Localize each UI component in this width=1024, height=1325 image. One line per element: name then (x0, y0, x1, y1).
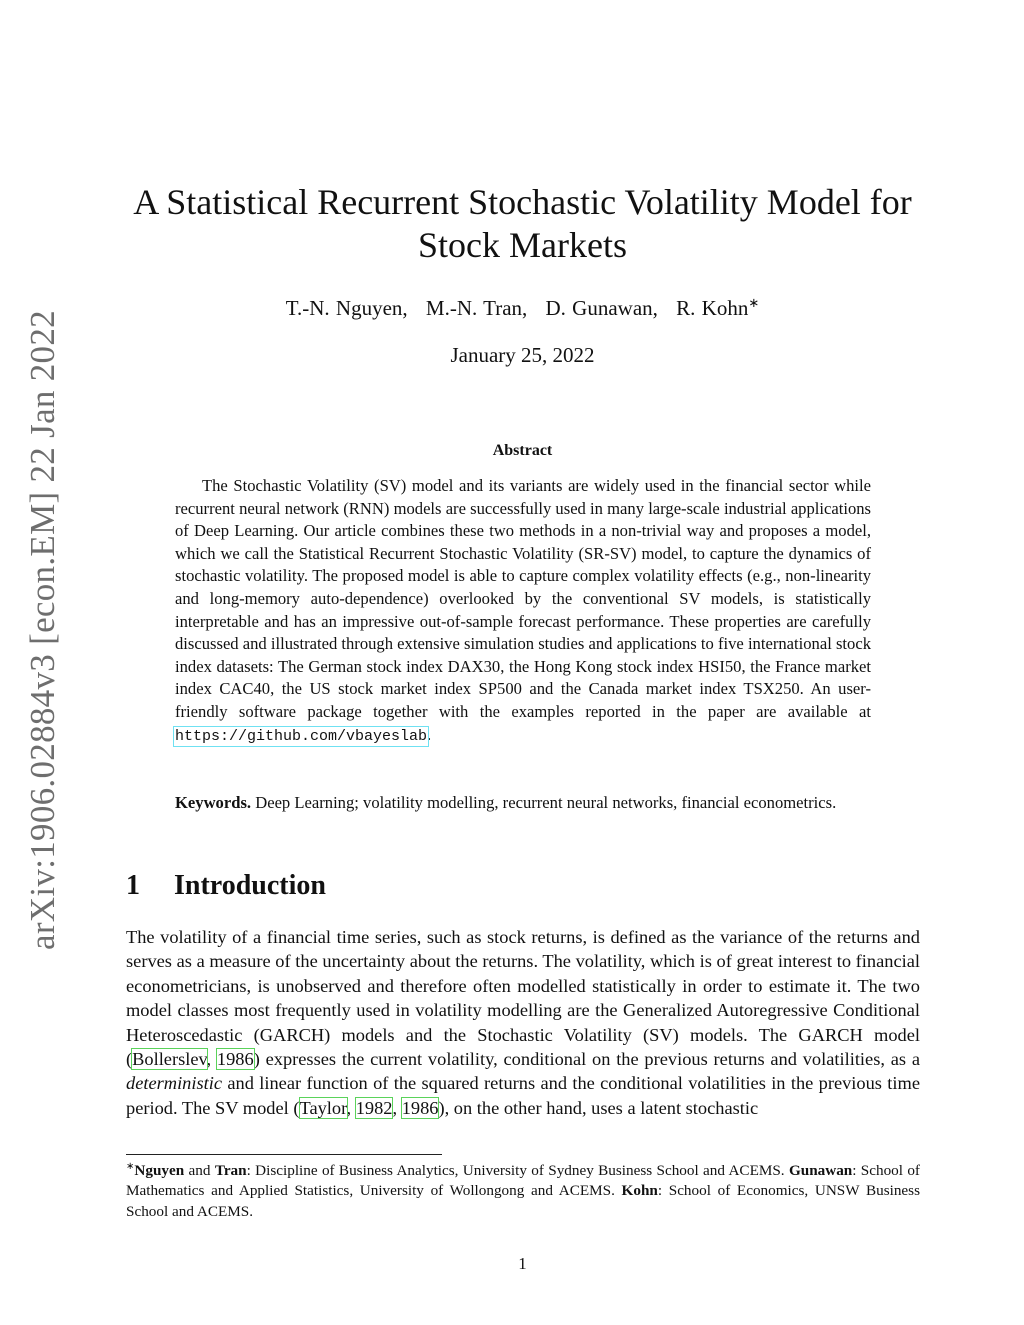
author-footnote-mark[interactable]: ∗ (748, 295, 760, 310)
keywords-text: Deep Learning; volatility modelling, recurrent neural networks, financial econometrics. (255, 793, 837, 812)
author-affiliation-footnote: ∗Nguyen and Tran: Discipline of Business Analytics, University of Sydney Business School and ACEMS. Gunawan: School of Mathematics and Applied Statistics, University of Wollongong and ACEMS. Kohn: School of Economics, UNSW Business School and ACEMS. (126, 1161, 920, 1220)
author-4: R. Kohn∗ (676, 295, 760, 320)
emphasis-deterministic: deterministic (126, 1073, 223, 1094)
abstract-body: The Stochastic Volatility (SV) model and its variants are widely used in the financial sector while recurrent neural network (RNN) models are successfully used in many large-scale industrial applications of Deep Learning. Our article combines these two methods in a non-trivial way and proposes a model, which we call the Statistical Recurrent Stochastic Volatility (SR-SV) model, to capture the dynamics of stochastic volatility. The proposed model is able to capture complex volatility effects (e.g., non-linearity and long-memory auto-dependence) overlooked by the conventional SV models, is statistically interpretable and has an impressive out-of-sample forecast performance. These properties are carefully discussed and illustrated through extensive simulation studies and applications to five international stock index datasets: The German stock index DAX30, the Hong Kong stock index HSI50, the France market index CAC40, the US stock market index SP500 and the Canada market index TSX250. An user-friendly software package together with the examples reported in the paper are available at https://github.com/vbayeslab. (175, 476, 871, 745)
title-line-2: Stock Markets (418, 225, 627, 265)
footnote-mark: ∗ (126, 1161, 135, 1172)
paper-title (110, 181, 935, 267)
abstract-heading: Abstract (492, 442, 553, 459)
title-line-1: A Statistical Recurrent Stochastic Volatility Model for (133, 182, 912, 222)
author-1: T.-N. Nguyen, (285, 296, 408, 320)
page-number: 1 (518, 1254, 527, 1273)
footnote-divider (126, 1154, 442, 1155)
github-link[interactable]: https://github.com/vbayeslab (175, 727, 428, 745)
citation-taylor[interactable]: Taylor (299, 1097, 347, 1118)
introduction-paragraph: The volatility of a financial time series, such as stock returns, is defined as the variance of the returns and serves as a measure of the uncertainty about the returns. The volatility, which is of great interest to financial econometricians, is unobserved and therefore often modelled statistically in order to estimate it. The two model classes most frequently used in volatility modelling are the Generalized Autoregressive Conditional Heteroscedastic (GARCH) models and the Stochastic Volatility (SV) models. The GARCH model (Bollerslev, 1986) expresses the current volatility, conditional on the previous returns and volatilities, as a deterministic and linear function of the squared returns and the conditional volatilities in the previous time period. The SV model (Taylor, 1982, 1986), on the other hand, uses a latent stochastic (126, 927, 920, 1118)
section-title: Introduction (174, 870, 326, 901)
author-list (110, 295, 935, 321)
citation-bollerslev[interactable]: Bollerslev (132, 1049, 207, 1070)
author-2: M.-N. Tran, (425, 296, 528, 320)
author-3: D. Gunawan, (545, 296, 658, 320)
citation-taylor-1982[interactable]: 1982 (355, 1097, 393, 1118)
section-heading (126, 870, 326, 902)
paper-date: January 25, 2022 (450, 343, 595, 367)
keywords-label: Keywords. (175, 793, 252, 812)
keywords (175, 792, 871, 815)
arxiv-identifier-stamp: arXiv:1906.02884v3 [econ.EM] 22 Jan 2022 (23, 310, 62, 950)
section-number: 1 (126, 870, 140, 901)
citation-bollerslev-year[interactable]: 1986 (216, 1049, 254, 1070)
abstract-text: The Stochastic Volatility (SV) model and its variants are widely used in the financial sector while recurrent neural network (RNN) models are successfully used in many large-scale industrial applications of Deep Learning. Our article combines these two methods in a non-trivial way and proposes a model, which we call the Statistical Recurrent Stochastic Volatility (SR-SV) model, to capture the dynamics of stochastic volatility. The proposed model is able to capture complex volatility effects (e.g., non-linearity and long-memory auto-dependence) overlooked by the conventional SV models, is statistically interpretable and has an impressive out-of-sample forecast performance. These properties are carefully discussed and illustrated through extensive simulation studies and applications to five international stock index datasets: The German stock index DAX30, the Hong Kong stock index HSI50, the France market index CAC40, the US stock market index SP500 and the Canada market index TSX250. An user-friendly software package together with the examples reported in the paper are available at (175, 476, 871, 721)
citation-taylor-1986[interactable]: 1986 (401, 1097, 439, 1118)
